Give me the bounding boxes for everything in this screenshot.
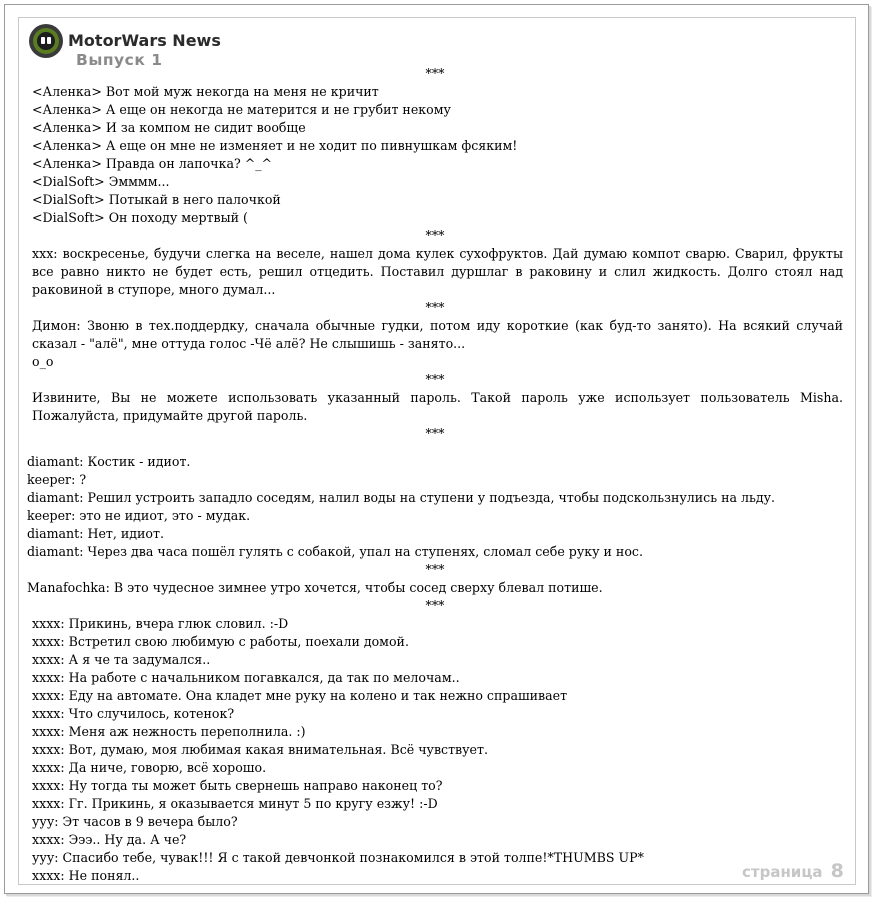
separator: *** (425, 562, 445, 577)
chat-line: хххх: Ну тогда ты может быть свернешь направо наконец то? (32, 778, 443, 793)
chat-line: <Аленка> Вот мой муж некогда на меня не кричит (32, 84, 379, 99)
chat-line: хххх: Гг. Прикинь, я оказывается минут 5 по кругу езжу! :-D (32, 796, 438, 811)
chat-line: <Аленка> И за компом не сидит вообще (32, 120, 306, 135)
chat-line: <Аленка> Правда он лапочка? ^_^ (32, 156, 273, 171)
story-2: xxx: воскресенье, будучи слегка на веселе, нашел дома кулек сухофруктов. Дай думаю компот сварю. Сварил, фрукты все равно никто не будет есть, решил отцедить. Поставил дуршлаг в раковину и слил жидкость. Долго стоял над раковиной в ступоре, много думал... (32, 246, 843, 297)
chat-line: diamant: Решил устроить западло соседям, налил воды на ступени у подъезда, чтобы подскользнулись на льду. (27, 490, 776, 505)
chat-line: Manafochka: В это чудесное зимнее утро хочется, чтобы сосед сверху блевал потише. (27, 580, 603, 595)
chat-line: хххх: Вот, думаю, моя любимая какая внимательная. Всё чувствует. (32, 742, 488, 757)
chat-line: keeper: это не идиот, это - мудак. (27, 508, 251, 523)
chat-line: o_o (32, 354, 54, 369)
chat-line: хххх: Еду на автомате. Она кладет мне руку на колено и так нежно спрашивает (32, 688, 568, 703)
page-number-value: 8 (830, 860, 844, 882)
chat-line: diamant: Костик - идиот. (27, 454, 191, 469)
chat-line: keeper: ? (27, 472, 87, 487)
story-6 (27, 579, 843, 597)
story-1 (27, 83, 843, 227)
chat-line: diamant: Нет, идиот. (27, 526, 164, 541)
separator: *** (425, 426, 445, 441)
chat-line: хххх: Да ниче, говорю, всё хорошо. (32, 760, 267, 775)
page-word: страница (742, 863, 823, 881)
chat-line: хххх: Меня аж нежность переполнила. :) (32, 724, 306, 739)
content (27, 65, 843, 885)
story-3 (27, 317, 843, 371)
chat-line: хххх: Прикинь, вчера глюк словил. :-D (32, 616, 289, 631)
chat-line: <Аленка> А еще он мне не изменяет и не ходит по пивнушкам фсяким! (32, 138, 518, 153)
chat-line: ууу: Эт часов в 9 вечера было? (32, 814, 238, 829)
chat-line: хххх: Не понял.. (32, 868, 140, 883)
motorwars-logo-icon (29, 24, 63, 58)
issue-label: Выпуск 1 (76, 51, 163, 69)
chat-line: хххх: Что случилось, котенок? (32, 706, 235, 721)
chat-line: хххх: Встретил свою любимую с работы, поехали домой. (32, 634, 409, 649)
separator: *** (425, 598, 445, 613)
separator: *** (425, 300, 445, 315)
separator: *** (425, 228, 445, 243)
chat-line: <DialSoft> Он походу мертвый ( (32, 210, 248, 225)
chat-line: <DialSoft> Эмммм... (32, 174, 170, 189)
story-paragraph: Димон: Звоню в тех.поддердку, сначала обычные гудки, потом иду короткие (как буд-то занято). На всякий случай сказал - "алё", мне оттуда голос -Чё алё? Не слышишь - занято... (32, 318, 843, 351)
brand-title: MotorWars News (68, 31, 221, 50)
story-7 (27, 615, 843, 885)
separator: *** (425, 66, 445, 81)
chat-line: diamant: Через два часа пошёл гулять с собакой, упал на ступенях, сломал себе руку и нос. (27, 544, 643, 559)
chat-line: <Аленка> А еще он некогда не матерится и не грубит некому (32, 102, 451, 117)
separator: *** (425, 372, 445, 387)
chat-line: <DialSoft> Потыкай в него палочкой (32, 192, 281, 207)
page-number (742, 860, 844, 882)
chat-line: хххх: А я че та задумался.. (32, 652, 211, 667)
story-5 (27, 453, 843, 561)
story-4: Извините, Вы не можете использовать указанный пароль. Такой пароль уже использует пользователь Misha. Пожалуйста, придумайте другой пароль. (32, 390, 843, 423)
chat-line: ууу: Спасибо тебе, чувак!!! Я с такой девчонкой познакомился в этой толпе!*THUMBS UP* (32, 850, 644, 865)
chat-line: хххх: На работе с начальником погавкался, да так по мелочам.. (32, 670, 460, 685)
chat-line: хххх: Эээ.. Ну да. А че? (32, 832, 187, 847)
